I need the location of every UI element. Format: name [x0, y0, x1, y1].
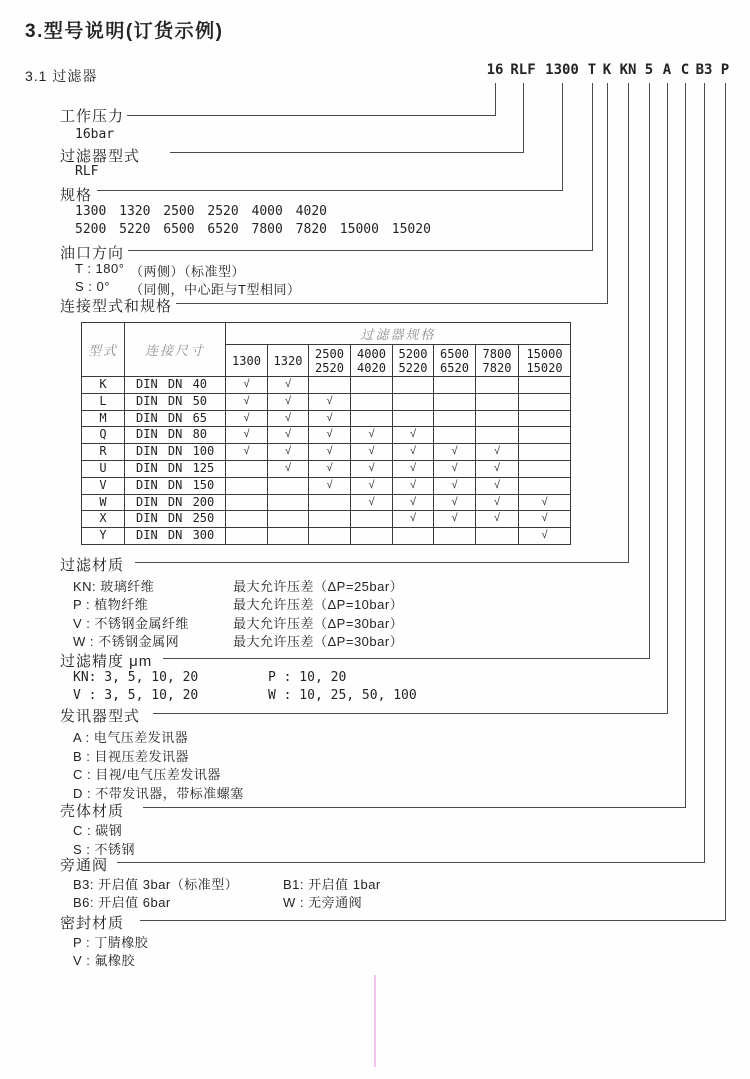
cell-availability — [268, 477, 309, 494]
cell-availability — [226, 528, 268, 545]
cell-type: V — [82, 477, 125, 494]
section-item: C : 碳钢 — [73, 823, 123, 838]
leader-line-h — [170, 152, 524, 153]
cell-availability: √ — [351, 460, 393, 477]
cell-availability: √ — [476, 511, 519, 528]
cell-availability: √ — [476, 460, 519, 477]
cell-availability — [226, 511, 268, 528]
cell-type: W — [82, 494, 125, 511]
spec-header-line: 2520 — [315, 360, 344, 375]
spec-header-line: 1300 — [232, 353, 261, 368]
section-item: KN: 3, 5, 10, 20 — [73, 670, 199, 685]
leader-line-v — [607, 83, 608, 303]
spec-header-line: 15020 — [526, 360, 563, 375]
cell-availability: √ — [476, 477, 519, 494]
cell-availability: √ — [268, 427, 309, 444]
spec-header-line: 5200 — [398, 346, 428, 361]
cell-availability — [268, 528, 309, 545]
cell-availability — [434, 528, 476, 545]
table-head-row — [82, 323, 571, 345]
table-row — [82, 511, 571, 528]
section-item: （同侧，中心距与T型相同） — [130, 282, 301, 297]
model-code-part: T — [587, 62, 597, 78]
cell-type: R — [82, 444, 125, 461]
leader-line-v — [523, 83, 524, 152]
cell-availability: √ — [393, 444, 434, 461]
col-header-spec — [351, 345, 393, 377]
cell-availability — [519, 393, 571, 410]
cell-availability — [226, 460, 268, 477]
cell-availability: √ — [309, 393, 351, 410]
cell-availability — [393, 377, 434, 394]
section-item: S : 0° — [75, 279, 110, 294]
cell-availability — [476, 410, 519, 427]
cell-dimension: DIN DN 250 — [125, 511, 226, 528]
section-item: B : 目视压差发讯器 — [73, 749, 190, 764]
cell-dimension: DIN DN 150 — [125, 477, 226, 494]
page-title: 3.型号说明(订货示例) — [25, 21, 224, 42]
cell-availability: √ — [309, 427, 351, 444]
cell-availability: √ — [268, 377, 309, 394]
cell-availability: √ — [351, 477, 393, 494]
spec-header-line: 5220 — [398, 360, 428, 375]
model-code-part: 5 — [644, 62, 654, 78]
section-item: B1: 开启值 1bar — [283, 877, 381, 892]
leader-line-v — [649, 83, 650, 658]
cell-dimension: DIN DN 80 — [125, 427, 226, 444]
cell-availability: √ — [226, 377, 268, 394]
section-item: 最大允许压差（ΔP=10bar） — [233, 597, 404, 612]
col-header-spec — [309, 345, 351, 377]
cell-type: M — [82, 410, 125, 427]
table-row — [82, 444, 571, 461]
section-item: W : 10, 25, 50, 100 — [268, 688, 417, 703]
spec-header-line: 4000 — [357, 346, 386, 361]
cell-availability — [519, 410, 571, 427]
col-header-spec — [226, 345, 268, 377]
connection-spec-table-wrap — [81, 322, 571, 545]
leader-line-v — [704, 83, 705, 862]
spec-header-line: 7820 — [482, 360, 512, 375]
leader-line-v — [628, 83, 629, 562]
cell-availability: √ — [519, 494, 571, 511]
cell-availability: √ — [434, 460, 476, 477]
section-heading: 3.1 过滤器 — [25, 68, 98, 84]
cell-type: X — [82, 511, 125, 528]
section-item: KN: 玻璃纤维 — [73, 579, 155, 594]
section-label-filtration-precision: 过滤精度 μm — [60, 653, 153, 670]
cell-availability — [434, 393, 476, 410]
cell-availability — [476, 377, 519, 394]
spec-header-line: 4020 — [357, 360, 386, 375]
section-item: S : 不锈钢 — [73, 842, 136, 857]
leader-line-h — [153, 713, 668, 714]
cell-availability — [268, 494, 309, 511]
spec-header-line: 2500 — [315, 346, 344, 361]
section-item: W : 无旁通阀 — [283, 895, 363, 910]
spec-header-line: 7800 — [482, 346, 512, 361]
table-row — [82, 477, 571, 494]
section-item: T : 180° — [75, 261, 125, 276]
col-header-spec — [519, 345, 571, 377]
col-header-type: 型式 — [82, 323, 125, 377]
cell-availability: √ — [476, 444, 519, 461]
section-item: W : 不锈钢金属网 — [73, 634, 180, 649]
leader-line-v — [592, 83, 593, 250]
col-header-dimension: 连接尺寸 — [125, 323, 226, 377]
cell-availability — [351, 377, 393, 394]
cell-availability: √ — [268, 460, 309, 477]
cell-type: K — [82, 377, 125, 394]
section-label-seal-material: 密封材质 — [60, 915, 125, 932]
cell-availability — [519, 460, 571, 477]
leader-line-v — [495, 83, 496, 115]
leader-line-h — [135, 562, 629, 563]
section-item: （两侧）（标准型） — [130, 264, 246, 279]
table-body — [82, 377, 571, 545]
leader-line-v — [725, 83, 726, 920]
leader-line-h — [97, 190, 563, 191]
cell-availability: √ — [309, 460, 351, 477]
cell-dimension: DIN DN 65 — [125, 410, 226, 427]
cell-availability: √ — [434, 494, 476, 511]
section-item: V : 氟橡胶 — [73, 953, 136, 968]
model-code-part: P — [720, 62, 730, 78]
cell-availability — [519, 444, 571, 461]
section-item: P : 丁腈橡胶 — [73, 935, 149, 950]
cell-availability — [519, 477, 571, 494]
section-label-connection-type: 连接型式和规格 — [60, 298, 173, 315]
section-item: 最大允许压差（ΔP=25bar） — [233, 579, 404, 594]
leader-line-v — [562, 83, 563, 190]
cell-availability — [476, 427, 519, 444]
leader-line-h — [117, 862, 705, 863]
cell-dimension: DIN DN 100 — [125, 444, 226, 461]
col-header-spec — [476, 345, 519, 377]
section-label-housing-material: 壳体材质 — [60, 803, 125, 820]
cell-availability — [476, 528, 519, 545]
spec-header-line: 15000 — [526, 346, 563, 361]
leader-line-v — [667, 83, 668, 713]
col-header-spec — [268, 345, 309, 377]
cell-availability — [351, 511, 393, 528]
section-item: P : 10, 20 — [268, 670, 347, 685]
cell-availability — [351, 410, 393, 427]
section-label-size: 规格 — [60, 187, 93, 204]
cell-availability — [519, 427, 571, 444]
model-code-part: A — [662, 62, 672, 78]
table-row — [82, 427, 571, 444]
cell-availability: √ — [351, 444, 393, 461]
cell-dimension: DIN DN 50 — [125, 393, 226, 410]
cell-dimension: DIN DN 200 — [125, 494, 226, 511]
section-label-working-pressure: 工作压力 — [60, 108, 125, 125]
cell-availability — [309, 494, 351, 511]
connection-spec-table — [81, 322, 571, 545]
cell-type: Q — [82, 427, 125, 444]
cell-availability: √ — [393, 494, 434, 511]
cell-availability — [434, 427, 476, 444]
cell-availability: √ — [226, 410, 268, 427]
section-label-filter-type: 过滤器型式 — [60, 148, 141, 165]
cell-availability — [351, 393, 393, 410]
section-item: B6: 开启值 6bar — [73, 895, 171, 910]
cell-availability — [393, 393, 434, 410]
pink-divider-line — [374, 975, 376, 1067]
section-item: V : 不锈钢金属纤维 — [73, 616, 190, 631]
cell-availability — [309, 528, 351, 545]
cell-availability — [393, 410, 434, 427]
cell-availability — [476, 393, 519, 410]
leader-line-h — [143, 807, 686, 808]
model-code-part: KN — [619, 62, 637, 78]
cell-availability — [434, 410, 476, 427]
cell-dimension: DIN DN 125 — [125, 460, 226, 477]
cell-availability: √ — [226, 393, 268, 410]
leader-line-h — [127, 115, 496, 116]
cell-type: Y — [82, 528, 125, 545]
section-item: 最大允许压差（ΔP=30bar） — [233, 616, 404, 631]
spec-header-line: 1320 — [273, 353, 303, 368]
cell-availability: √ — [476, 494, 519, 511]
cell-dimension: DIN DN 300 — [125, 528, 226, 545]
col-header-group: 过滤器规格 — [226, 323, 571, 345]
cell-availability: √ — [393, 460, 434, 477]
section-item: 1300 1320 2500 2520 4000 4020 — [75, 204, 327, 219]
spec-header-line: 6520 — [440, 360, 469, 375]
cell-availability: √ — [309, 410, 351, 427]
cell-availability: √ — [519, 528, 571, 545]
cell-availability: √ — [434, 444, 476, 461]
model-code-part: 16 — [486, 62, 504, 78]
table-row — [82, 377, 571, 394]
table-row — [82, 494, 571, 511]
section-item: D : 不带发讯器，带标准螺塞 — [73, 786, 244, 801]
cell-type: U — [82, 460, 125, 477]
table-row — [82, 410, 571, 427]
cell-availability: √ — [268, 410, 309, 427]
table-row — [82, 528, 571, 545]
section-item: A : 电气压差发讯器 — [73, 730, 189, 745]
leader-line-h — [140, 920, 726, 921]
cell-availability: √ — [226, 427, 268, 444]
table-row — [82, 393, 571, 410]
spec-header-line: 6500 — [440, 346, 469, 361]
cell-availability: √ — [393, 477, 434, 494]
leader-line-h — [163, 658, 650, 659]
section-item: 16bar — [75, 127, 115, 142]
cell-availability — [309, 511, 351, 528]
cell-availability — [226, 494, 268, 511]
cell-availability: √ — [309, 477, 351, 494]
cell-availability: √ — [393, 511, 434, 528]
cell-type: L — [82, 393, 125, 410]
section-item: 5200 5220 6500 6520 7800 7820 15000 15020 — [75, 222, 431, 237]
cell-availability — [351, 528, 393, 545]
section-item: V : 3, 5, 10, 20 — [73, 688, 199, 703]
model-code-part: RLF — [510, 62, 536, 78]
leader-line-h — [128, 250, 593, 251]
cell-availability — [393, 528, 434, 545]
cell-availability: √ — [351, 427, 393, 444]
cell-availability: √ — [226, 444, 268, 461]
cell-availability — [268, 511, 309, 528]
section-item: C : 目视/电气压差发讯器 — [73, 767, 221, 782]
section-label-indicator-type: 发讯器型式 — [60, 708, 141, 725]
cell-availability: √ — [519, 511, 571, 528]
cell-availability: √ — [309, 444, 351, 461]
cell-availability — [434, 377, 476, 394]
cell-availability — [226, 477, 268, 494]
leader-line-h — [176, 303, 608, 304]
table-row — [82, 460, 571, 477]
cell-availability: √ — [434, 511, 476, 528]
model-code-part: K — [602, 62, 612, 78]
section-item: B3: 开启值 3bar（标准型） — [73, 877, 239, 892]
cell-availability: √ — [268, 393, 309, 410]
cell-dimension: DIN DN 40 — [125, 377, 226, 394]
section-item: 最大允许压差（ΔP=30bar） — [233, 634, 404, 649]
leader-line-v — [685, 83, 686, 807]
col-header-spec — [434, 345, 476, 377]
cell-availability — [519, 377, 571, 394]
section-label-port-direction: 油口方向 — [60, 245, 125, 262]
cell-availability: √ — [393, 427, 434, 444]
cell-availability: √ — [351, 494, 393, 511]
cell-availability — [309, 377, 351, 394]
model-code-part: C — [680, 62, 690, 78]
model-code-part: B3 — [695, 62, 713, 78]
section-label-filter-material: 过滤材质 — [60, 557, 125, 574]
section-label-bypass-valve: 旁通阀 — [60, 857, 109, 874]
section-item: P : 植物纤维 — [73, 597, 149, 612]
section-item: RLF — [75, 164, 99, 179]
cell-availability: √ — [434, 477, 476, 494]
table-head — [82, 323, 571, 377]
cell-availability: √ — [268, 444, 309, 461]
col-header-spec — [393, 345, 434, 377]
model-code-part: 1300 — [545, 62, 579, 78]
